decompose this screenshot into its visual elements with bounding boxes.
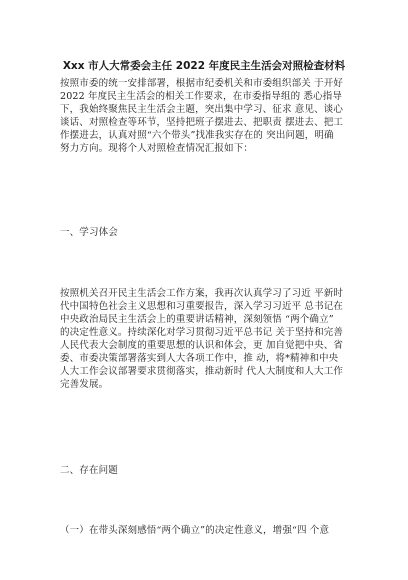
study-line: 中央政治局民主生活会上的重要讲话精神，深刻领悟 “两个确立” [60,314,334,325]
study-paragraph [60,287,360,391]
intro-line: 努力方向。现将个人对照检查情况汇报如下： [60,143,254,154]
problems-line: （一）在带头深刻感悟“两个确立”的决定性意义，增强“四 个意 [60,525,330,536]
intro-paragraph [60,77,360,155]
study-line: 人民代表大会制度的重要思想的认识和体会，更 加自觉把中央、省 [60,340,344,351]
study-line: 代中国特色社会主义思想和习重要报告，深入学习习近平 总书记在 [60,301,344,312]
intro-line: 谈话、对照检查等环节，坚持把班子摆进去、把职责 摆进去、把工 [60,117,344,128]
section-heading-problems: 二、存在问题 [60,465,118,476]
study-line: 委、市委决策部署落实到人大各项工作中，推 动，将*精神和中央 [60,353,339,364]
study-line: 完善发展。 [60,379,109,390]
document-title: Xxx 市人大常委会主任 2022 年度民主生活会对照检查材料 [62,60,346,72]
intro-line: 按照市委的统一安排部署，根据市纪委机关和市委组织部关 于开好 [60,78,344,89]
intro-line: 下，我始终聚焦民主生活会主题，突出集中学习、征求 意见、谈心 [60,104,344,115]
study-line: 人大工作会议部署要求贯彻落实，推动新时 代人大制度和人大工作 [60,366,344,377]
section-heading-study: 一、学习体会 [60,227,118,238]
intro-line: 2022 年度民主生活会的相关工作要求，在市委指导组的 悉心指导 [60,91,343,102]
intro-line: 作摆进去，认真对照“六个带头”找准我实存在的 突出问题，明确 [60,130,334,141]
study-line: 按照机关召开民主生活会工作方案，我再次认真学习了习近 平新时 [60,288,344,299]
study-line: 的决定性意义。持续深化对学习贯彻习近平总书记 关于坚持和完善 [60,327,344,338]
problems-paragraph [60,524,360,537]
